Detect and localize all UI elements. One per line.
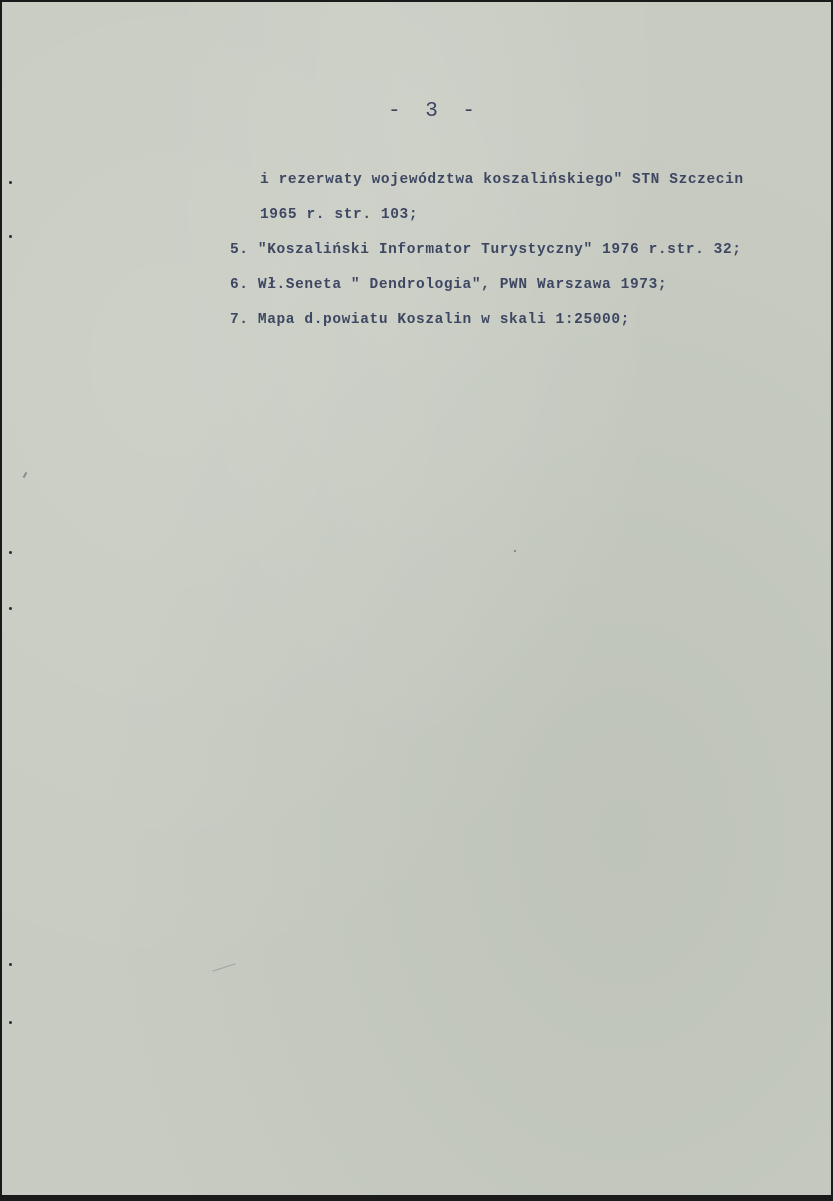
- paper-speck: [212, 963, 235, 971]
- bibliography-line-continuation: i rezerwaty województwa koszalińskiego" STN Szczecin: [260, 172, 744, 188]
- bibliography-line-year: 1965 r. str. 103;: [260, 207, 419, 223]
- margin-dot: [9, 235, 12, 238]
- paper-speck: [23, 472, 28, 478]
- margin-dot: [9, 551, 12, 554]
- margin-dot: [9, 963, 12, 966]
- margin-dot: [9, 181, 12, 184]
- document-page: [2, 2, 831, 1195]
- bibliography-item-6: 6. Wł.Seneta " Dendrologia", PWN Warszawa 1973;: [230, 277, 668, 293]
- page-number: - 3 -: [388, 100, 482, 123]
- paper-speck: [514, 550, 516, 552]
- margin-dot: [9, 607, 12, 610]
- bibliography-item-7: 7. Mapa d.powiatu Koszalin w skali 1:25000;: [230, 312, 630, 328]
- bibliography-item-5: 5. "Koszaliński Informator Turystyczny" 1976 r.str. 32;: [230, 242, 742, 258]
- margin-dot: [9, 1021, 12, 1024]
